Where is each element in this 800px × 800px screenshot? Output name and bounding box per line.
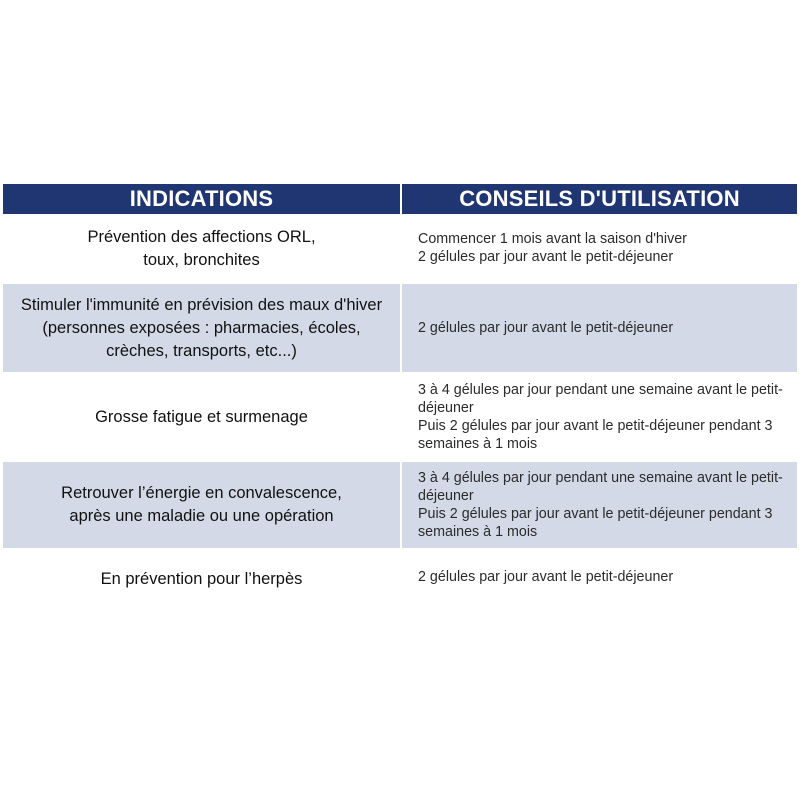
indication-cell <box>3 284 400 372</box>
indications-table <box>3 184 797 608</box>
indication-cell <box>3 216 400 282</box>
indication-text: Grosse fatigue et surmenage <box>95 407 308 426</box>
header-indications: INDICATIONS <box>3 184 400 214</box>
indication-cell <box>3 374 400 460</box>
conseil-text: Commencer 1 mois avant la saison d'hiver 2 gélules par jour avant le petit-déjeuner <box>418 231 687 265</box>
conseil-cell <box>402 550 797 608</box>
table-row <box>3 550 797 608</box>
indication-text: Retrouver l’énergie en convalescence, après une maladie ou une opération <box>61 484 342 525</box>
conseil-text: 3 à 4 gélules par jour pendant une semaine avant le petit-déjeuner Puis 2 gélules par jour avant le petit-déjeuner pendant 3 semaines à 1 mois <box>418 382 783 452</box>
table-row <box>3 462 797 548</box>
table-header <box>3 184 797 214</box>
indication-text: Stimuler l'immunité en prévision des maux d'hiver (personnes exposées : pharmacies, écoles, crèches, transports, etc...) <box>20 295 383 360</box>
conseil-text: 2 gélules par jour avant le petit-déjeuner <box>418 320 674 336</box>
table-row <box>3 374 797 460</box>
indication-text: Prévention des affections ORL, toux, bronchites <box>87 228 316 269</box>
indication-text: En prévention pour l’herpès <box>100 570 303 588</box>
indication-cell <box>3 462 400 548</box>
conseil-cell <box>402 284 797 372</box>
header-conseils: CONSEILS D'UTILISATION <box>402 184 797 214</box>
conseil-text: 2 gélules par jour avant le petit-déjeuner <box>418 569 674 585</box>
table-row <box>3 284 797 372</box>
indication-cell <box>3 550 400 608</box>
conseil-cell <box>402 462 797 548</box>
conseil-cell <box>402 216 797 282</box>
table-row <box>3 216 797 282</box>
conseil-text: 3 à 4 gélules par jour pendant une semaine avant le petit-déjeuner Puis 2 gélules par jour avant le petit-déjeuner pendant 3 semaines à 1 mois <box>418 470 783 540</box>
conseil-cell <box>402 374 797 460</box>
